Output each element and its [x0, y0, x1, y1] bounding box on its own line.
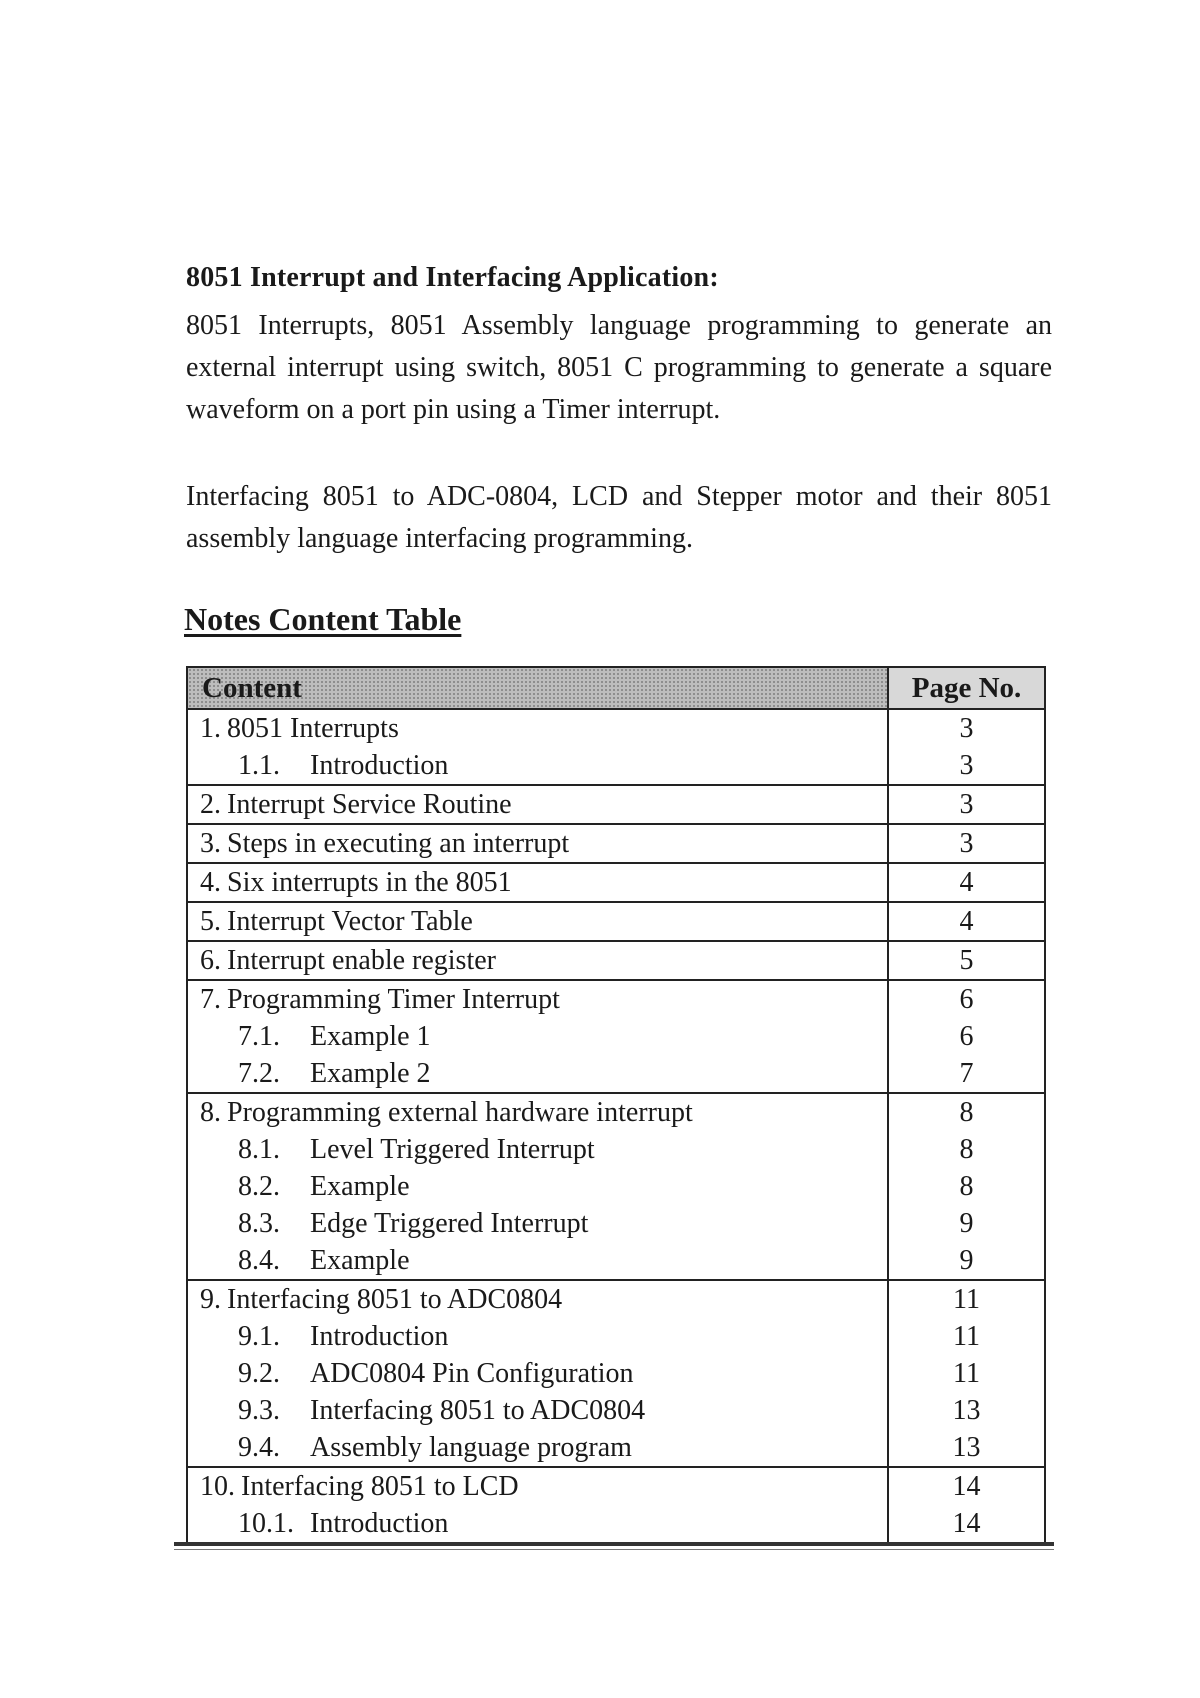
table-row-group [188, 825, 1044, 864]
page-number-cell: 9 [887, 1205, 1044, 1242]
section-title: Programming external hardware interrupt [227, 1097, 693, 1128]
section-title: Level Triggered Interrupt [310, 1134, 595, 1165]
table-row-group [188, 1094, 1044, 1281]
content-cell [188, 903, 887, 940]
content-cell [188, 1131, 887, 1168]
section-number: 8.1. [238, 1134, 280, 1165]
page-number-cell: 3 [887, 825, 1044, 862]
page-number-cell: 3 [887, 747, 1044, 784]
section-title: Interrupt Vector Table [227, 906, 473, 937]
content-cell [188, 825, 887, 862]
table-row [188, 825, 1044, 862]
table-header [188, 668, 1044, 710]
section-title: Interrupt Service Routine [227, 789, 512, 820]
table-row-group [188, 864, 1044, 903]
section-number: 9. [200, 1284, 221, 1315]
content-cell [188, 1392, 887, 1429]
table-of-contents [186, 666, 1046, 1544]
content-cell [188, 1318, 887, 1355]
section-title: Example [310, 1171, 410, 1202]
section-title: Programming Timer Interrupt [227, 984, 560, 1015]
page-number-cell: 8 [887, 1168, 1044, 1205]
page-number-cell: 3 [887, 786, 1044, 823]
page-number-cell: 6 [887, 1018, 1044, 1055]
content-cell [188, 942, 887, 979]
table-row [188, 981, 1044, 1018]
section-number: 5. [200, 906, 221, 937]
section-number: 9.3. [238, 1395, 280, 1426]
table-row [188, 1392, 1044, 1429]
table-row [188, 1168, 1044, 1205]
section-title: Introduction [310, 1508, 449, 1539]
table-row [188, 1055, 1044, 1092]
section-title: Interfacing 8051 to LCD [241, 1471, 519, 1502]
page-number-cell: 4 [887, 864, 1044, 901]
page-number-cell: 3 [887, 710, 1044, 747]
section-number: 8.4. [238, 1245, 280, 1276]
section-title: ADC0804 Pin Configuration [310, 1358, 634, 1389]
section-number: 9.4. [238, 1432, 280, 1463]
page-number-cell: 9 [887, 1242, 1044, 1279]
section-number: 7. [200, 984, 221, 1015]
section-number: 3. [200, 828, 221, 859]
content-cell [188, 1505, 887, 1542]
section-number: 8.3. [238, 1208, 280, 1239]
table-row [188, 1281, 1044, 1318]
section-title: Example [310, 1245, 410, 1276]
table-row-group [188, 1468, 1044, 1544]
content-cell [188, 786, 887, 823]
section-number: 8.2. [238, 1171, 280, 1202]
content-cell [188, 747, 887, 784]
table-row [188, 1429, 1044, 1466]
table-row [188, 747, 1044, 784]
section-title: Introduction [310, 1321, 449, 1352]
page-number-cell: 11 [887, 1281, 1044, 1318]
page-number-cell: 8 [887, 1094, 1044, 1131]
section-number: 10.1. [238, 1508, 294, 1539]
table-row [188, 1094, 1044, 1131]
section-title: Interfacing 8051 to ADC0804 [227, 1284, 563, 1315]
syllabus-paragraph: Interfacing 8051 to ADC-0804, LCD and Stepper motor and their 8051 assembly language interfacing programming. [186, 481, 1052, 554]
section-title: Interrupt enable register [227, 945, 496, 976]
table-row-group [188, 1281, 1044, 1468]
content-cell [188, 1055, 887, 1092]
table-row [188, 1131, 1044, 1168]
page-number-cell: 14 [887, 1505, 1044, 1542]
syllabus-paragraph: 8051 Interrupts, 8051 Assembly language programming to generate an external interrupt using switch, 8051 C programming to generate a square waveform on a port pin using a Timer interrupt. [186, 310, 1052, 425]
section-number: 1.1. [238, 750, 280, 781]
table-row-group [188, 786, 1044, 825]
section-title: Edge Triggered Interrupt [310, 1208, 589, 1239]
table-row [188, 710, 1044, 747]
content-cell [188, 1018, 887, 1055]
section-heading: 8051 Interrupt and Interfacing Application: [186, 262, 719, 293]
section-number: 7.2. [238, 1058, 280, 1089]
page-number-cell: 13 [887, 1392, 1044, 1429]
content-cell [188, 710, 887, 747]
table-row [188, 786, 1044, 823]
table-row [188, 1355, 1044, 1392]
content-cell [188, 864, 887, 901]
table-row [188, 864, 1044, 901]
table-row-group [188, 710, 1044, 786]
table-row-group [188, 981, 1044, 1094]
page-number-column-header: Page No. [887, 668, 1044, 708]
page-number-cell: 8 [887, 1131, 1044, 1168]
section-title: Assembly language program [310, 1432, 632, 1463]
page-number-cell: 14 [887, 1468, 1044, 1505]
content-cell [188, 1281, 887, 1318]
notes-content-table-title: Notes Content Table [184, 601, 462, 637]
table-row [188, 1205, 1044, 1242]
content-cell [188, 1242, 887, 1279]
section-number: 2. [200, 789, 221, 820]
section-title: 8051 Interrupts [227, 713, 399, 744]
table-row [188, 1468, 1044, 1505]
content-cell [188, 981, 887, 1018]
section-title: Introduction [310, 750, 449, 781]
section-number: 9.1. [238, 1321, 280, 1352]
section-title: Steps in executing an interrupt [227, 828, 570, 859]
table-row [188, 1505, 1044, 1542]
section-number: 1. [200, 713, 221, 744]
section-number: 4. [200, 867, 221, 898]
page-number-cell: 5 [887, 942, 1044, 979]
content-cell [188, 1355, 887, 1392]
page-number-cell: 6 [887, 981, 1044, 1018]
content-cell [188, 1205, 887, 1242]
section-title: Six interrupts in the 8051 [227, 867, 512, 898]
table-row-group [188, 903, 1044, 942]
table-row-group [188, 942, 1044, 981]
page-number-cell: 13 [887, 1429, 1044, 1466]
table-row [188, 1242, 1044, 1279]
table-body [188, 710, 1044, 1544]
content-cell [188, 1468, 887, 1505]
page-number-cell: 4 [887, 903, 1044, 940]
section-title: Example 1 [310, 1021, 431, 1052]
content-cell [188, 1429, 887, 1466]
section-number: 8. [200, 1097, 221, 1128]
bottom-rule [174, 1542, 1054, 1546]
page-number-cell: 7 [887, 1055, 1044, 1092]
table-row [188, 903, 1044, 940]
section-number: 10. [200, 1471, 235, 1502]
bottom-rule [174, 1549, 1054, 1550]
section-number: 9.2. [238, 1358, 280, 1389]
section-title: Example 2 [310, 1058, 431, 1089]
content-cell [188, 1094, 887, 1131]
page-number-cell: 11 [887, 1318, 1044, 1355]
section-number: 7.1. [238, 1021, 280, 1052]
content-cell [188, 1168, 887, 1205]
table-row [188, 1018, 1044, 1055]
page-number-cell: 11 [887, 1355, 1044, 1392]
section-number: 6. [200, 945, 221, 976]
content-column-header: Content [202, 672, 302, 704]
table-row [188, 1318, 1044, 1355]
table-row [188, 942, 1044, 979]
section-title: Interfacing 8051 to ADC0804 [310, 1395, 646, 1426]
